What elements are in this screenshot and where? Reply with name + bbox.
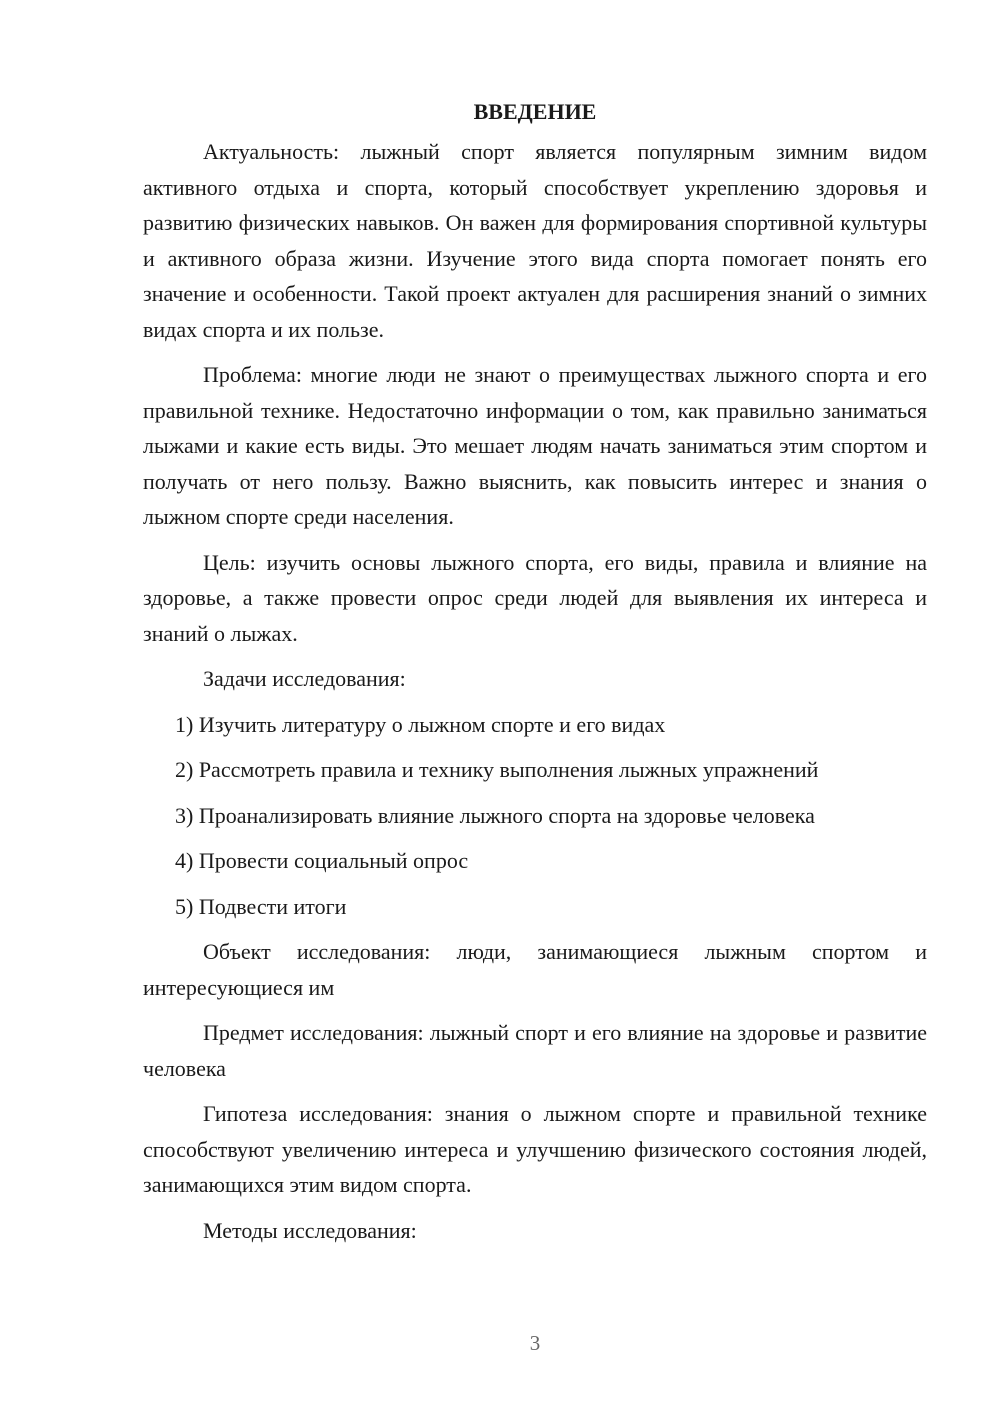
paragraph-subject: Предмет исследования: лыжный спорт и его влияние на здоровье и развитие человека [143, 1020, 927, 1081]
paragraph-relevance: Актуальность: лыжный спорт является популярным зимним видом активного отдыха и спорта, который способствует укреплению здоровья и развитию физических навыков. Он важен для формирования спортивной культуры и активного образа жизни. Изучение этого вида спорта помогает понять его значение и особенности. Такой проект актуален для расширения знаний о зимних видах спорта и их пользе. [143, 139, 927, 342]
tasks-title: Задачи исследования: [203, 666, 406, 691]
methods-title: Методы исследования: [203, 1217, 417, 1243]
task-item-3: 3) Проанализировать влияние лыжного спорта на здоровье человека [175, 802, 815, 828]
task-list [143, 707, 927, 925]
page-content [143, 94, 927, 1248]
paragraph-hypothesis: Гипотеза исследования: знания о лыжном спорте и правильной технике способствуют увеличению интереса и улучшению физического состояния людей, занимающихся этим видом спорта. [143, 1101, 927, 1197]
task-item-1: 1) Изучить литературу о лыжном спорте и его видах [175, 711, 666, 737]
section-heading: ВВЕДЕНИЕ [473, 99, 597, 124]
task-item-5: 5) Подвести итоги [175, 893, 347, 919]
paragraph-object: Объект исследования: люди, занимающиеся лыжным спортом и интересующиеся им [143, 939, 927, 1000]
task-item-4: 4) Провести социальный опрос [175, 848, 469, 873]
task-item-2: 2) Рассмотреть правила и технику выполнения лыжных упражнений [175, 757, 819, 782]
paragraph-problem: Проблема: многие люди не знают о преимуществах лыжного спорта и его правильной технике. Недостаточно информации о том, как правильно заниматься лыжами и какие есть виды. Это мешает людям начать заниматься этим спортом и получать от него пользу. Важно выяснить, как повысить интерес и знания о лыжном спорте среди населения. [143, 362, 927, 529]
page-number: 3 [529, 1331, 541, 1355]
paragraph-goal: Цель: изучить основы лыжного спорта, его виды, правила и влияние на здоровье, а также провести опрос среди людей для выявления их интереса и знаний о лыжах. [143, 549, 927, 646]
